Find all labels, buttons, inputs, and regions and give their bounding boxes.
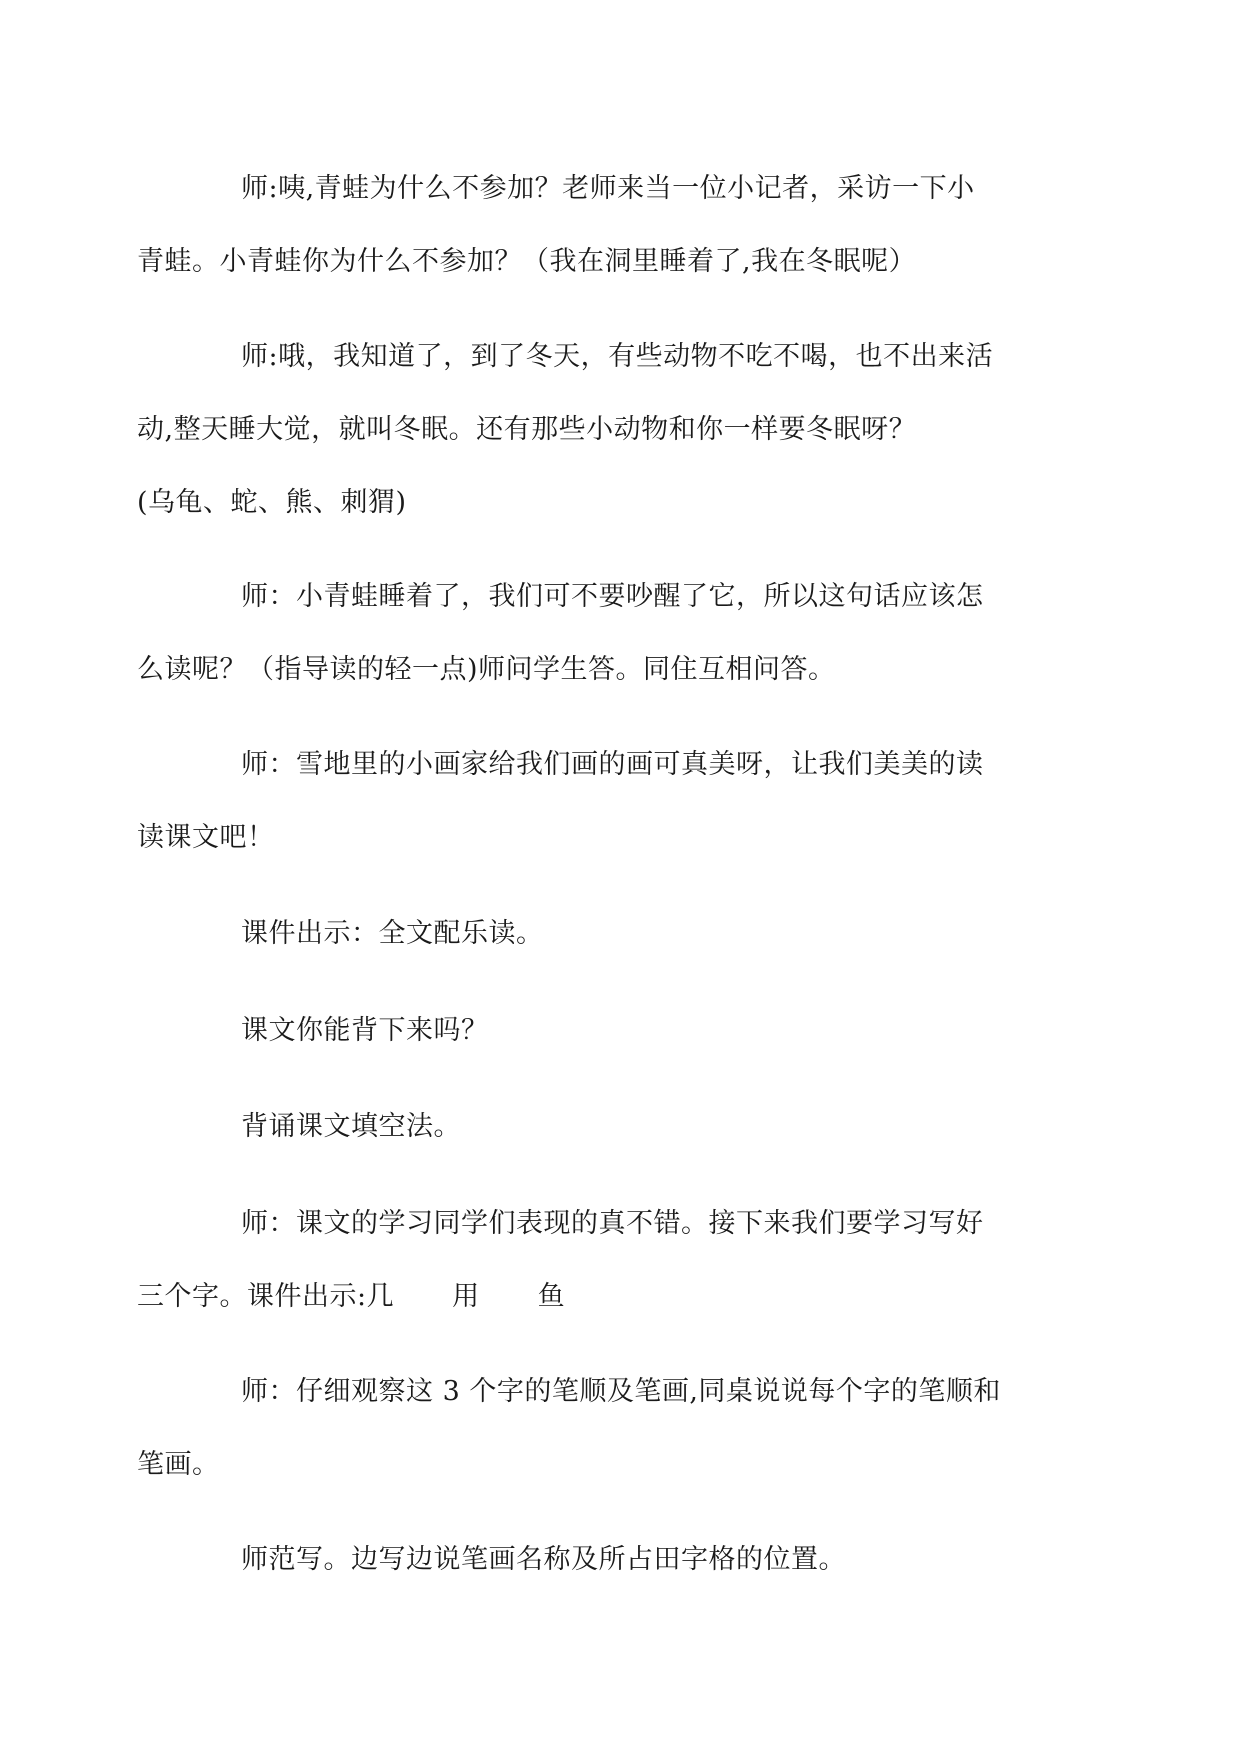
paragraph-write-characters: [137, 1187, 1069, 1333]
paragraph-recite-method: [189, 1090, 1069, 1163]
text-line: 么读呢？（指导读的轻一点)师问学生答。同住互相问答。: [137, 654, 836, 685]
characters-prefix: 三个字。课件出示:: [137, 1281, 367, 1312]
text-line: 师范写。边写边说笔画名称及所占田字格的位置。: [241, 1544, 846, 1575]
paragraph-hibernation: [137, 320, 1069, 539]
text-line: 师：课文的学习同学们表现的真不错。接下来我们要学习写好: [241, 1208, 984, 1239]
text-line: 师：仔细观察这 3 个字的笔顺及笔画,同桌说说每个字的笔顺和: [241, 1376, 1001, 1407]
text-line: 师:咦,青蛙为什么不参加？老师来当一位小记者，采访一下小: [241, 173, 975, 204]
text-line: 背诵课文填空法。: [241, 1111, 461, 1142]
text-line: 课件出示：全文配乐读。: [241, 918, 544, 949]
text-line: 课文你能背下来吗？: [241, 1015, 489, 1046]
text-line: (乌龟、蛇、熊、刺猬): [137, 487, 407, 518]
paragraph-read-text: [137, 728, 1069, 874]
text-line: 师:哦，我知道了，到了冬天，有些动物不吃不喝，也不出来活: [241, 341, 994, 372]
text-line: 师：小青蛙睡着了，我们可不要吵醒了它，所以这句话应该怎: [241, 581, 984, 612]
character: 鱼: [537, 1281, 566, 1312]
paragraph-teacher-demo: [189, 1523, 1069, 1596]
text-line: 笔画。: [137, 1449, 220, 1480]
paragraph-reading-guidance: [137, 560, 1069, 706]
characters-line: [137, 1260, 1069, 1333]
paragraph-courseware-music: [189, 897, 1069, 970]
paragraph-stroke-order: [137, 1355, 1069, 1501]
text-line: 青蛙。小青蛙你为什么不参加？（我在洞里睡着了,我在冬眠呢）: [137, 246, 917, 277]
text-line: 读课文吧！: [137, 822, 275, 853]
text-line: 师：雪地里的小画家给我们画的画可真美呀，让我们美美的读: [241, 749, 984, 780]
character: 用: [452, 1281, 480, 1312]
character: 几: [366, 1281, 395, 1312]
text-line: 动,整天睡大觉，就叫冬眠。还有那些小动物和你一样要冬眠呀？: [137, 414, 917, 445]
paragraph-recite-question: [189, 994, 1069, 1067]
paragraph-interview-frog: [137, 152, 1069, 298]
